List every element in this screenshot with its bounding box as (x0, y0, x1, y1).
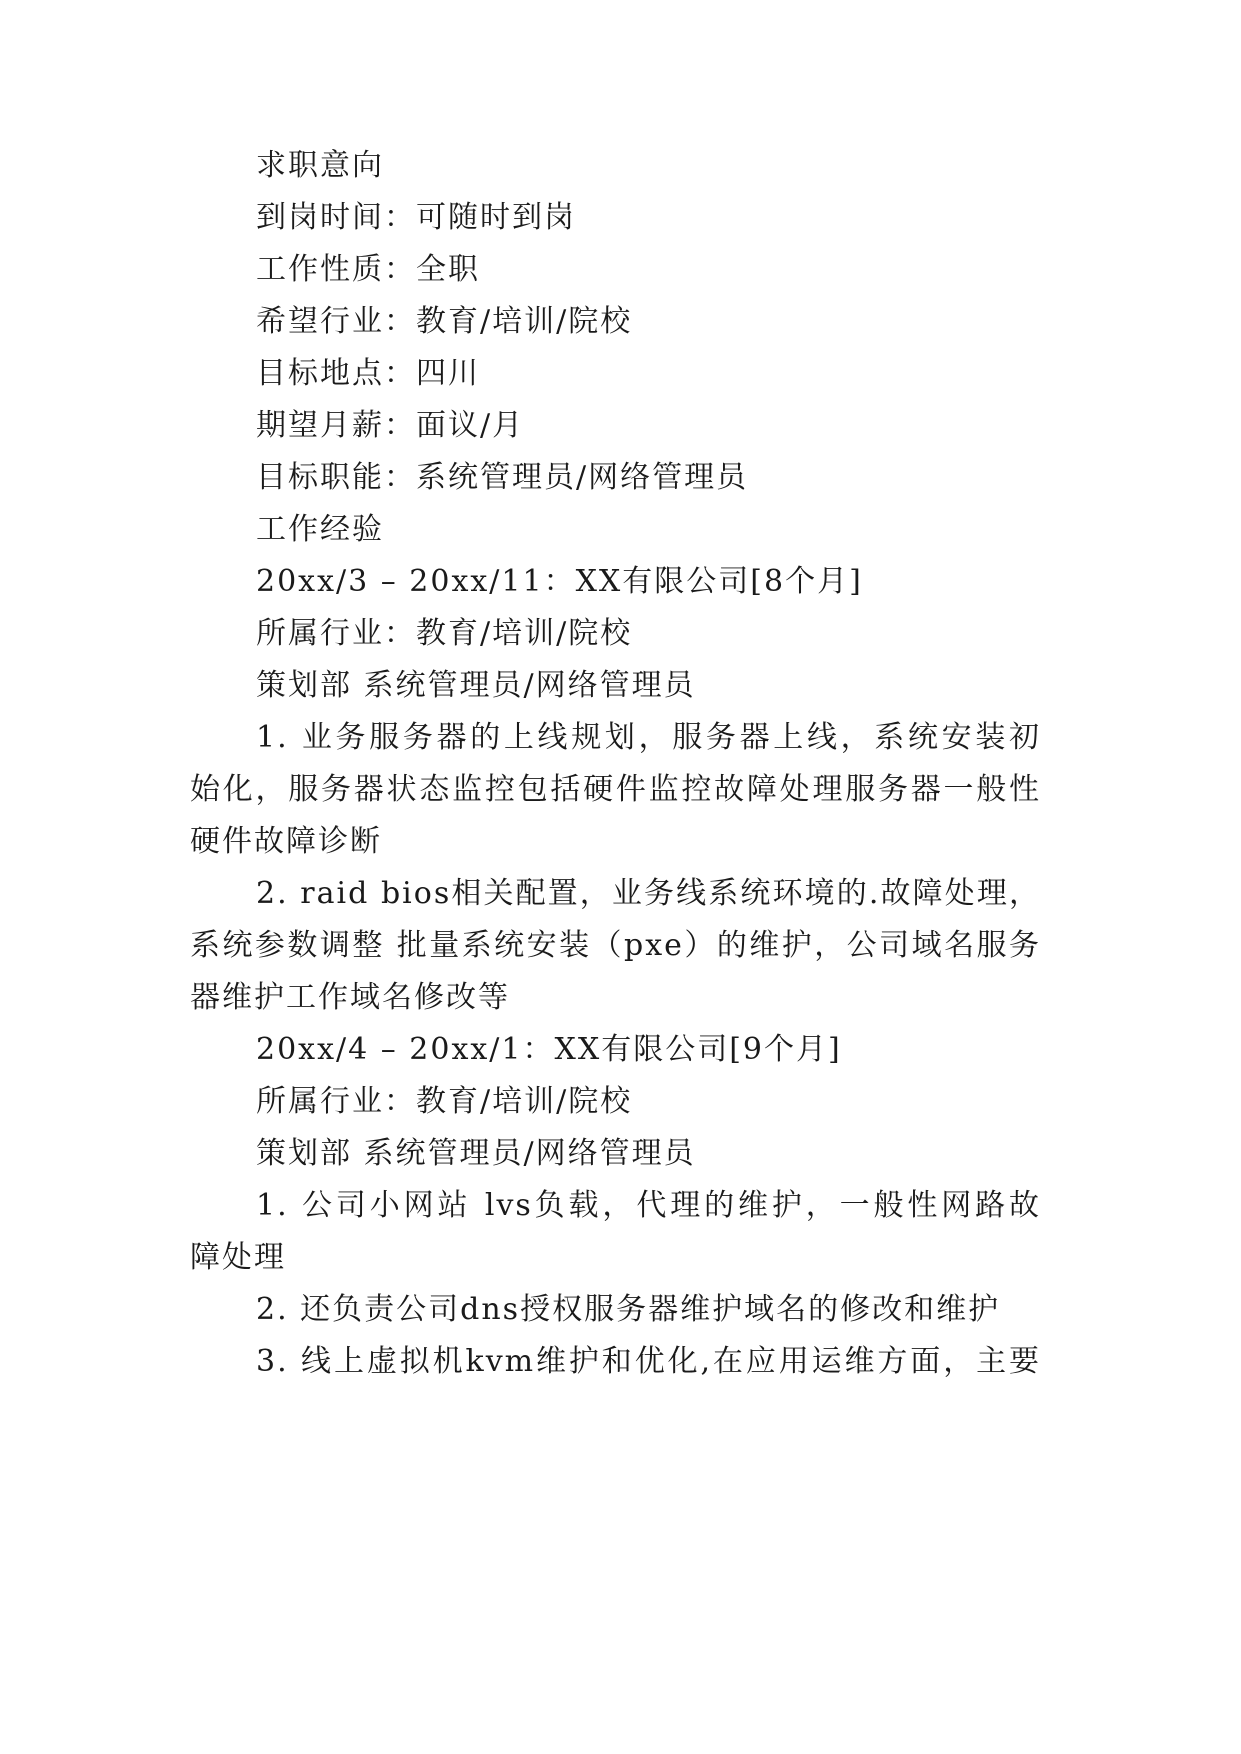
section-heading-job-intention: 求职意向 (256, 148, 384, 183)
job-1-duty-1-line-1: 1. 业务服务器的上线规划，服务器上线，系统安装初 (256, 720, 1041, 755)
job-2-duty-3-line-1: 3. 线上虚拟机kvm维护和优化,在应用运维方面，主要 (256, 1344, 1041, 1379)
job-2-department-line: 策划部 系统管理员/网络管理员 (256, 1136, 696, 1171)
job-2-industry-line: 所属行业：教育/培训/院校 (256, 1084, 633, 1119)
job-1-duty-2-line-3: 器维护工作域名修改等 (190, 980, 510, 1015)
job-2-duty-1-line-2: 障处理 (190, 1240, 286, 1275)
job-1-duty-1-line-2: 始化，服务器状态监控包括硬件监控故障处理服务器一般性 (190, 772, 1041, 807)
desired-industry-line: 希望行业：教育/培训/院校 (256, 304, 633, 339)
job-1-duty-2-line-2: 系统参数调整 批量系统安装（pxe）的维护，公司域名服务 (190, 928, 1041, 963)
job-1-period-line: 20xx/3 – 20xx/11：XX有限公司[8个月] (256, 564, 863, 599)
job-1-duty-2-line-1: 2. raid bios相关配置，业务线系统环境的.故障处理， (256, 876, 1041, 911)
job-type-line: 工作性质：全职 (256, 252, 480, 287)
availability-line: 到岗时间：可随时到岗 (256, 200, 576, 235)
job-1-department-line: 策划部 系统管理员/网络管理员 (256, 668, 696, 703)
target-location-line: 目标地点：四川 (256, 356, 480, 391)
job-1-industry-line: 所属行业：教育/培训/院校 (256, 616, 633, 651)
job-2-period-line: 20xx/4 – 20xx/1：XX有限公司[9个月] (256, 1032, 842, 1067)
job-2-duty-1-line-1: 1. 公司小网站 lvs负载，代理的维护，一般性网路故 (256, 1188, 1041, 1223)
job-2-duty-2-line: 2. 还负责公司dns授权服务器维护域名的修改和维护 (256, 1292, 1001, 1327)
target-role-line: 目标职能：系统管理员/网络管理员 (256, 460, 749, 495)
section-heading-work-experience: 工作经验 (256, 512, 384, 547)
expected-salary-line: 期望月薪：面议/月 (256, 408, 525, 443)
job-1-duty-1-line-3: 硬件故障诊断 (190, 824, 382, 859)
